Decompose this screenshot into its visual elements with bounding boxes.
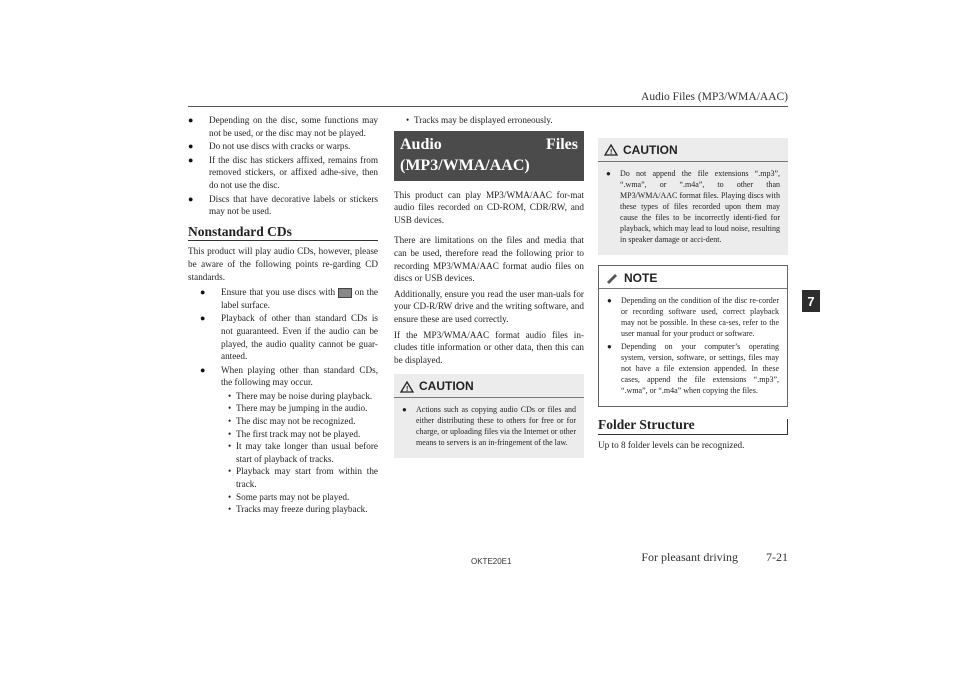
note-item: ● Depending on your computer’s operating system, version, software, or settings, files may not have a file extension appended. In these cases, append the file extensions “.mp3”, “.wma”, or “.m4a” when copying the files. [607,341,779,396]
note-label: NOTE [624,270,658,285]
dash-item: • There may be jumping in the audio. [216,402,378,415]
page-number: 7-21 [766,550,788,564]
paragraph: There are limitations on the files and media that can be used, therefore read the following prior to recording MP3/WMA/AAC format audio files on discs or USB devices. [394,235,584,284]
caution-item: ● Do not append the file extensions “.mp3”, “.wma”, or “.m4a”, to other than MP3/WMA/AAC format files. Playing discs with these types of files recorded upon them may cause the files to be incorrectly identi-fied for playback, which may lead to loud noise, resulting in speaker damage or acci-dent. [606,168,780,245]
note-icon [605,272,619,284]
bullet: ● If the disc has stickers affixed, remains from removed stickers, or affixed adhe-sive, then do not use the disc. [188,154,378,192]
dash-item: • Tracks may freeze during playback. [216,503,378,516]
bullet: ● Playback of other than standard CDs is not guaranteed. Even if the audio can be played, the audio quality cannot be guar-anteed. [200,312,378,362]
caution-box [598,138,788,255]
svg-text:!: ! [610,149,613,157]
svg-text:!: ! [406,385,409,393]
bullet: ● When playing other than standard CDs, the following may occur. [200,364,378,389]
dash-item: • Some parts may not be played. [216,491,378,504]
disc-logo-icon [338,288,352,298]
bullet [200,286,378,311]
bullet: ● Discs that have decorative labels or stickers may not be used. [188,193,378,218]
warning-triangle-icon [604,144,618,156]
footer-section: For pleasant driving [641,550,738,564]
dash-item: • The first track may not be played. [216,428,378,441]
caution-header [394,380,584,398]
section-title-nonstandard: Nonstandard CDs [188,226,378,242]
dash-item: • It may take longer than usual before start of playback of tracks. [216,440,378,465]
footer-code: OKTE20E1 [471,557,512,566]
paragraph: This product will play audio CDs, however, please be aware of the following points re-garding CD standards. [188,246,378,282]
section-title-folder: Folder Structure [598,419,788,435]
bullet: ● Do not use discs with cracks or warps. [188,140,378,153]
column-2 [394,114,584,458]
caution-label: CAUTION [623,143,678,157]
caution-header [598,144,788,162]
column-3 [598,114,788,454]
paragraph: Additionally, ensure you read the user man-uals for your CD-R/RW drive and the writing software, and ensure these are used correctly. [394,288,584,324]
bullet-text: Ensure that you use discs with [221,287,338,298]
note-item: ● Depending on the condition of the disc re-corder or recording software used, correct playback may not be possible. In these ca-ses, refer to the user manual for your product or software. [607,295,779,339]
dash-item: • Tracks may be displayed erroneously. [394,114,584,127]
bullet-text: on the label surface. [221,287,378,310]
note-header [599,272,787,290]
paragraph: If the MP3/WMA/AAC format audio files in-cludes title information or other data, then this can be displayed. [394,329,584,365]
caution-item: ● Actions such as copying audio CDs or files and either distributing these to others for free or for charge, or uploading files via the Internet or other means to servers is an in-fringement of the law. [402,404,576,448]
running-header: Audio Files (MP3/WMA/AAC) [641,91,788,103]
header-rule [188,106,788,107]
column-1 [188,114,378,516]
warning-triangle-icon [400,381,414,393]
bullet: ● Depending on the disc, some functions may not be used, or the disc may not be played. [188,114,378,139]
heading-audio-files: Audio Files (MP3/WMA/AAC) [394,131,584,181]
note-box [598,265,788,408]
caution-box [394,374,584,458]
dash-item: • Playback may start from within the track. [216,465,378,490]
paragraph: Up to 8 folder levels can be recognized. [598,439,745,450]
caution-label: CAUTION [419,379,474,394]
chapter-tab: 7 [802,290,820,312]
dash-item: • There may be noise during playback. [216,390,378,403]
paragraph: This product can play MP3/WMA/AAC for-mat audio files recorded on CD-ROM, CDR/RW, and USB devices. [394,189,584,225]
dash-item: • The disc may not be recognized. [216,415,378,428]
